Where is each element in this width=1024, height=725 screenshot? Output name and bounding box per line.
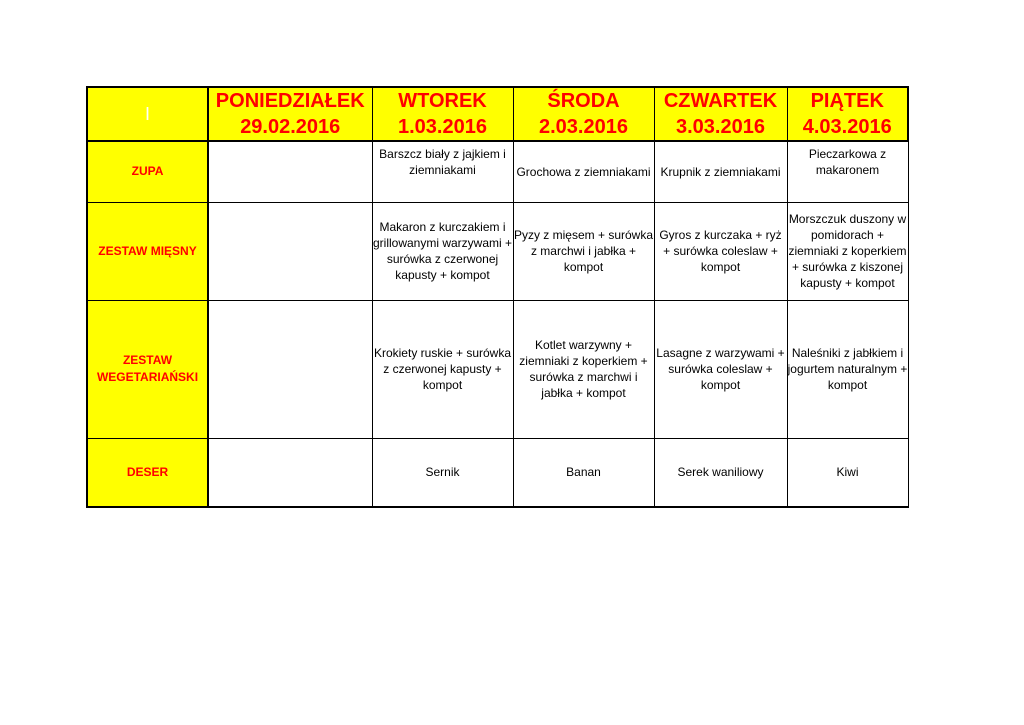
day-header-tuesday <box>372 87 513 141</box>
menu-cell <box>208 300 372 438</box>
menu-cell: Kotlet warzywny + ziemniaki z koperkiem + surówka z marchwi i jabłka + kompot <box>513 300 654 438</box>
row-label-deser: DESER <box>87 438 208 507</box>
day-date: 1.03.2016 <box>398 116 487 138</box>
menu-cell: Grochowa z ziemniakami <box>513 141 654 202</box>
row-deser <box>87 438 908 507</box>
day-name: WTOREK <box>398 90 487 112</box>
corner-cell: I <box>87 87 208 141</box>
header-row <box>87 87 908 141</box>
menu-cell <box>208 202 372 300</box>
menu-cell: Pyzy z mięsem + surówka z marchwi i jabłka + kompot <box>513 202 654 300</box>
day-name: ŚRODA <box>547 90 620 112</box>
menu-cell: Lasagne z warzywami + surówka coleslaw + kompot <box>654 300 787 438</box>
row-label-zupa: ZUPA <box>87 141 208 202</box>
day-date: 4.03.2016 <box>802 116 892 138</box>
day-date: 2.03.2016 <box>539 116 628 138</box>
day-header-thursday <box>654 87 787 141</box>
menu-cell: Banan <box>513 438 654 507</box>
row-label-zestaw-miesny: ZESTAW MIĘSNY <box>87 202 208 300</box>
menu-cell: Sernik <box>372 438 513 507</box>
menu-table <box>86 86 909 508</box>
menu-cell: Naleśniki z jabłkiem i jogurtem naturalnym + kompot <box>787 300 908 438</box>
row-zestaw-wegetarianski <box>87 300 908 438</box>
menu-cell: Makaron z kurczakiem i grillowanymi warzywami + surówka z czerwonej kapusty + kompot <box>372 202 513 300</box>
row-zupa <box>87 141 908 202</box>
day-name: PIĄTEK <box>810 90 884 112</box>
row-zestaw-miesny <box>87 202 908 300</box>
menu-cell <box>208 141 372 202</box>
menu-cell: Kiwi <box>787 438 908 507</box>
day-header-monday <box>208 87 372 141</box>
menu-cell: Morszczuk duszony w pomidorach + ziemniaki z koperkiem + surówka z kiszonej kapusty + kompot <box>787 202 908 300</box>
menu-cell: Serek waniliowy <box>654 438 787 507</box>
day-name: PONIEDZIAŁEK <box>215 90 365 112</box>
day-date: 29.02.2016 <box>240 116 341 138</box>
menu-cell: Gyros z kurczaka + ryż + surówka coleslaw + kompot <box>654 202 787 300</box>
day-header-friday <box>787 87 908 141</box>
day-header-wednesday <box>513 87 654 141</box>
menu-cell <box>208 438 372 507</box>
menu-cell: Barszcz biały z jajkiem i ziemniakami <box>372 141 513 202</box>
menu-cell: Krokiety ruskie + surówka z czerwonej kapusty + kompot <box>372 300 513 438</box>
menu-cell: Pieczarkowa z makaronem <box>787 141 908 202</box>
menu-cell: Krupnik z ziemniakami <box>654 141 787 202</box>
day-name: CZWARTEK <box>663 90 778 112</box>
row-label-zestaw-wegetarianski: ZESTAW WEGETARIAŃSKI <box>87 300 208 438</box>
day-date: 3.03.2016 <box>676 116 765 138</box>
